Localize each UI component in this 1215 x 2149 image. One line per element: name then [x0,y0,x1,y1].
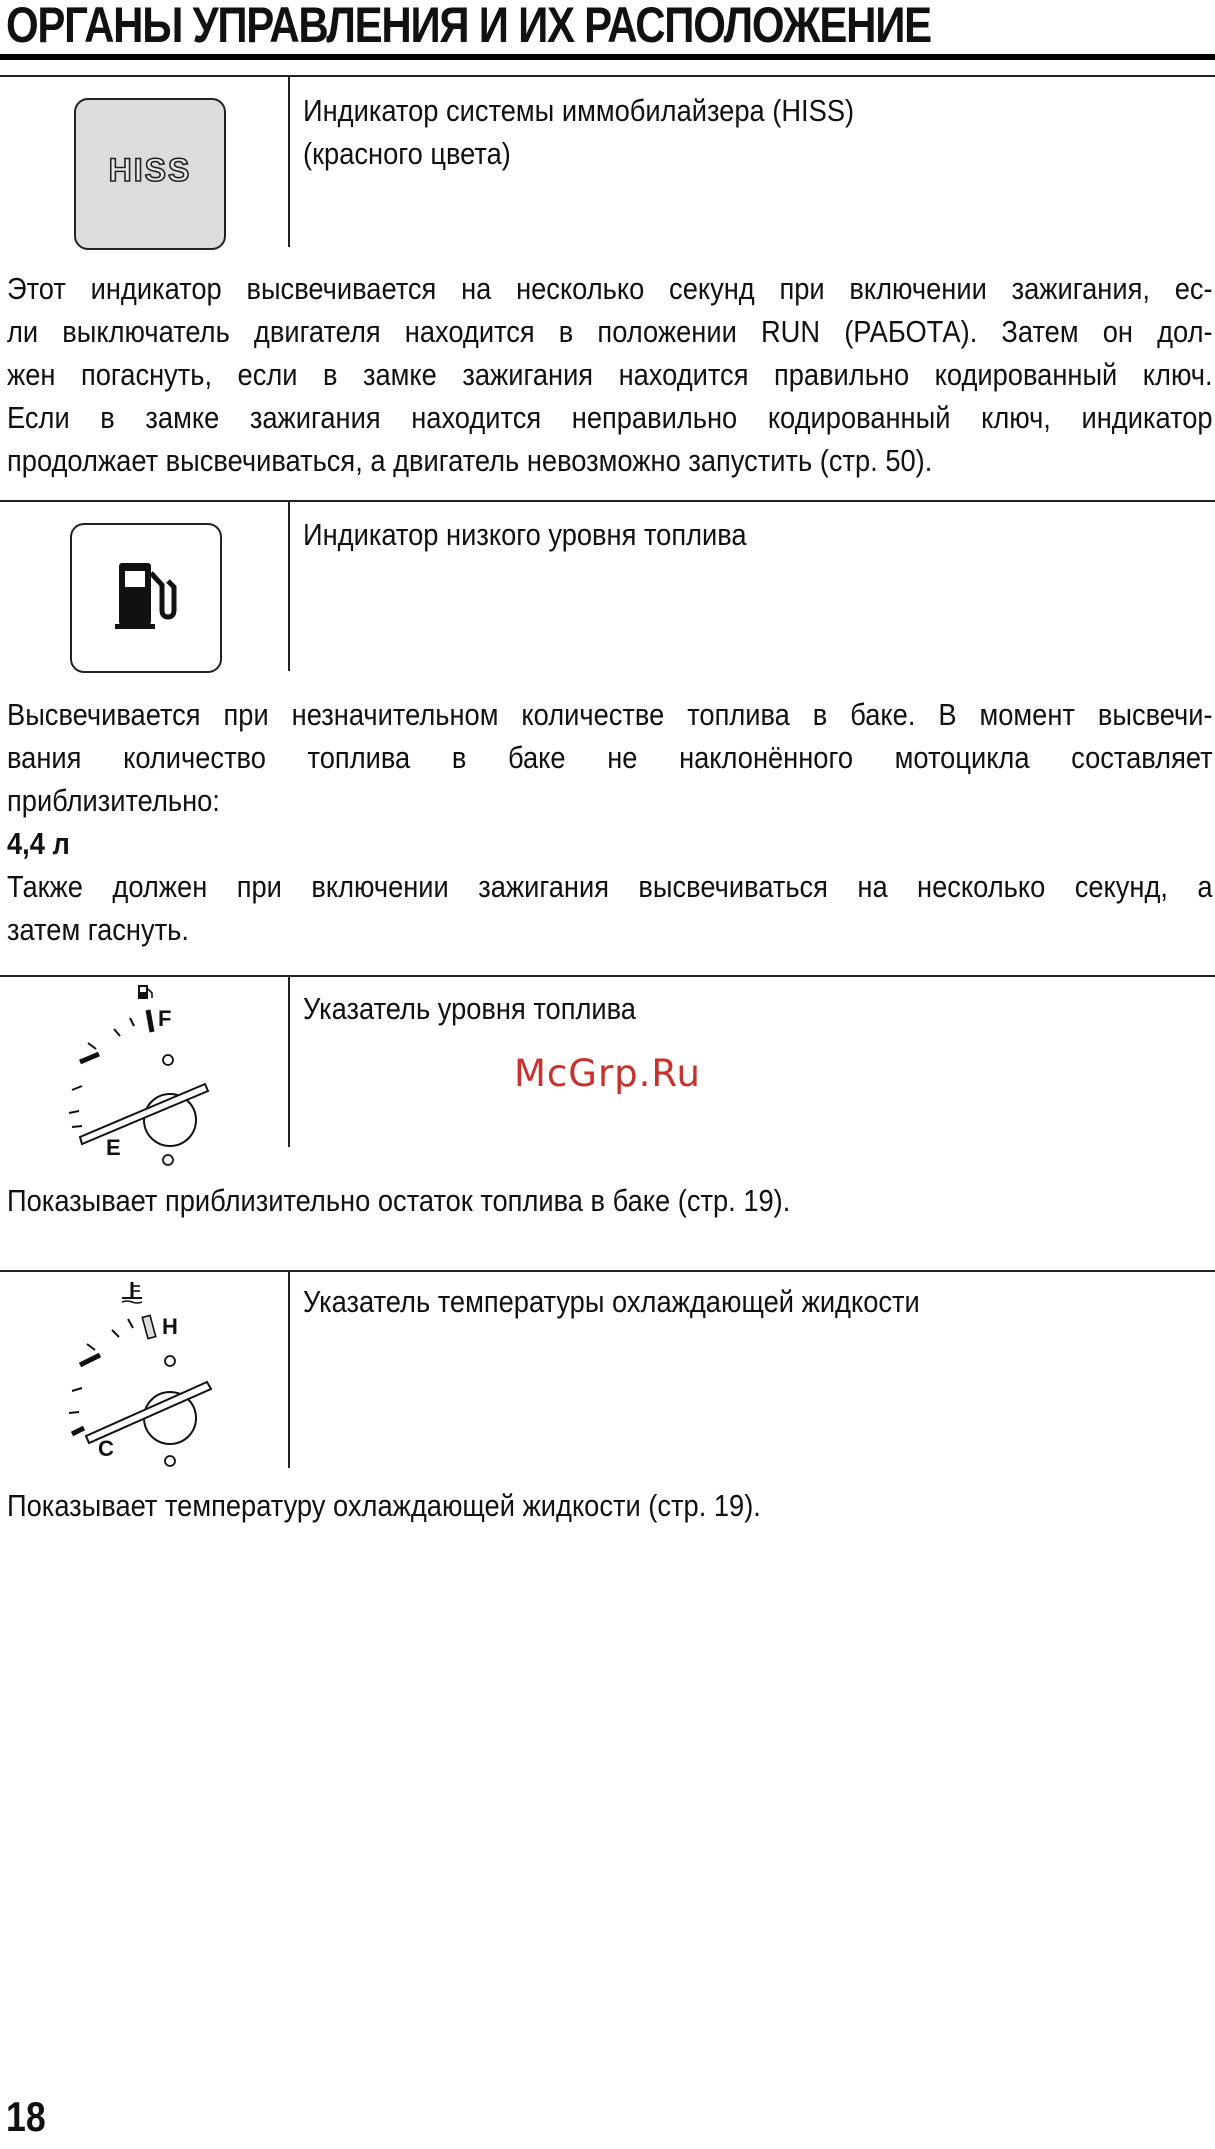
column-divider [288,976,290,1147]
fuel-volume-value: 4,4 л [7,826,70,861]
text-line: Высвечивается при незначительном количестве топлива в баке. В момент высвечи- [7,697,1213,732]
text-line: ли выключатель двигателя находится в положении RUN (РАБОТА). Затем он дол- [7,314,1213,349]
temperature-gauge-icon [60,1276,260,1476]
hiss-label-line1: Индикатор системы иммобилайзера (HISS) [303,93,855,128]
column-divider [288,76,290,247]
fuel-gauge-icon [60,980,260,1170]
temp-hot-mark: H [162,1314,178,1339]
text-line: жен погаснуть, если в замке зажигания находится правильно кодированный ключ. [7,357,1213,392]
watermark: McGrp.Ru [514,1052,701,1095]
hiss-label-line2: (красного цвета) [303,136,511,171]
fuel-empty-mark: E [106,1135,121,1160]
hiss-paragraph [7,267,1213,482]
page-title: ОРГАНЫ УПРАВЛЕНИЯ И ИХ РАСПОЛОЖЕНИЕ [6,0,931,53]
title-divider [0,54,1215,60]
section-divider [0,75,1215,77]
low-fuel-label: Индикатор низкого уровня топлива [303,517,747,552]
section-divider [0,1270,1215,1272]
temp-gauge-paragraph: Показывает температуру охлаждающей жидкости (стр. 19). [7,1488,761,1523]
low-fuel-paragraph-2 [7,865,1213,951]
text-line: затем гаснуть. [7,912,189,947]
section-divider [0,500,1215,502]
hiss-icon-text: HISS [108,152,192,188]
text-line: Этот индикатор высвечивается на несколько секунд при включении зажигания, ес- [7,271,1213,306]
column-divider [288,1271,290,1468]
low-fuel-paragraph [7,693,1213,822]
text-line: продолжает высвечиваться, а двигатель невозможно запустить (стр. 50). [7,443,933,478]
text-line: вания количество топлива в баке не наклонённого мотоцикла составляет [7,740,1213,775]
low-fuel-indicator [70,523,222,673]
temp-cold-mark: C [98,1436,114,1461]
fuel-full-mark: F [158,1006,172,1031]
column-divider [288,501,290,671]
fuel-pump-icon [72,525,220,671]
text-line: Также должен при включении зажигания высвечиваться на несколько секунд, а [7,869,1213,904]
temp-gauge-label: Указатель температуры охлаждающей жидкости [303,1284,920,1319]
page-number: 18 [6,2093,46,2140]
fuel-gauge-label: Указатель уровня топлива [303,991,636,1026]
text-line: Если в замке зажигания находится неправильно кодированный ключ, индикатор [7,400,1213,435]
fuel-gauge-paragraph: Показывает приблизительно остаток топлива в баке (стр. 19). [7,1183,791,1218]
hiss-indicator-icon [74,98,226,250]
text-line: приблизительно: [7,783,220,818]
section-divider [0,975,1215,977]
